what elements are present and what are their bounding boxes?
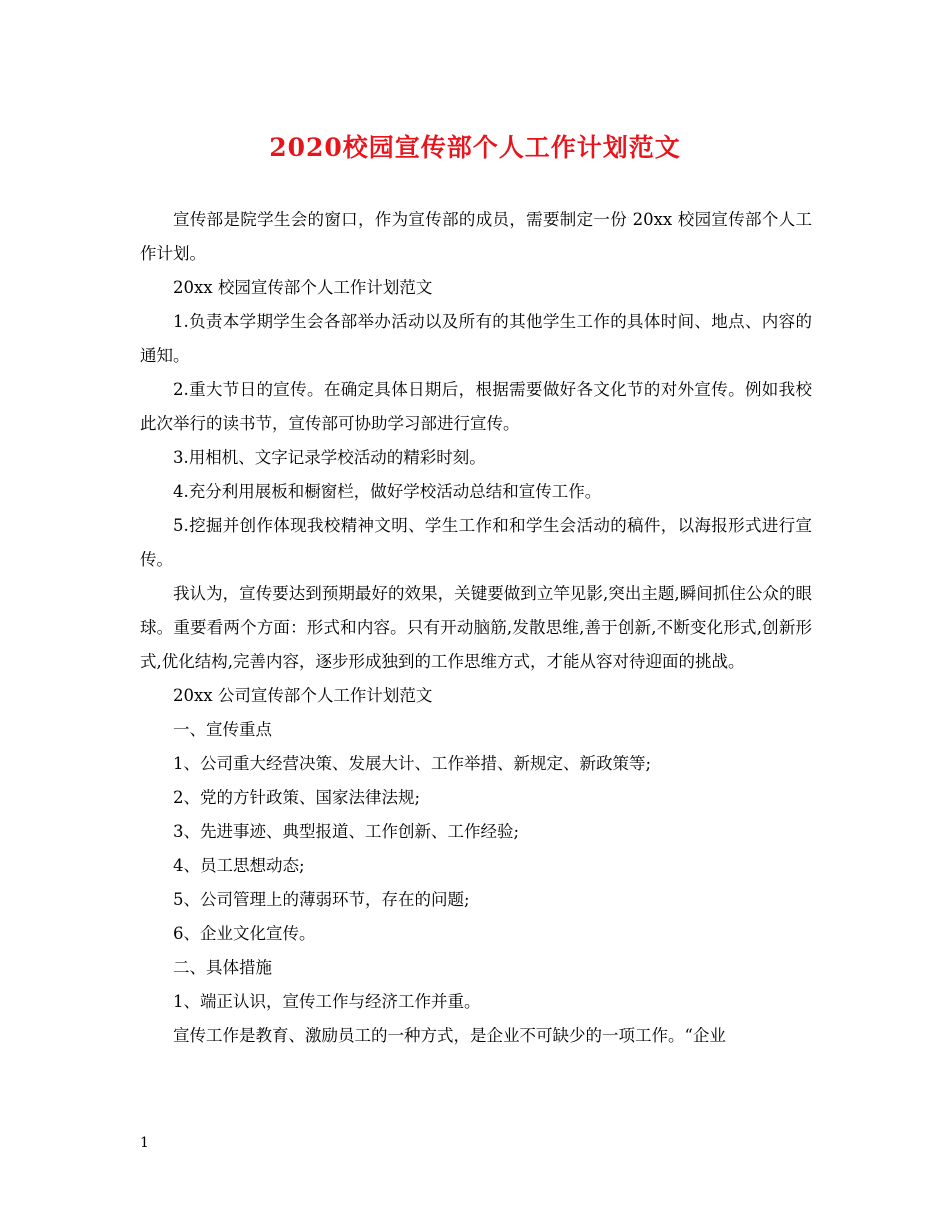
- paragraph: 宣传部是院学生会的窗口，作为宣传部的成员，需要制定一份 20xx 校园宣传部个人工作计划。: [140, 210, 812, 263]
- paragraph: 宣传工作是教育、激励员工的一种方式，是企业不可缺少的一项工作。“企业: [173, 1026, 726, 1045]
- paragraph: 一、宣传重点: [173, 720, 272, 739]
- paragraph: 2.重大节日的宣传。在确定具体日期后，根据需要做好各文化节的对外宣传。例如我校此次举行的读书节，宣传部可协助学习部进行宣传。: [140, 380, 812, 433]
- paragraph: 1.负责本学期学生会各部举办活动以及所有的其他学生工作的具体时间、地点、内容的通知。: [140, 312, 812, 365]
- paragraph: 二、具体措施: [173, 958, 272, 977]
- paragraph: 6、企业文化宣传。: [173, 924, 316, 943]
- paragraph: 5、公司管理上的薄弱环节，存在的问题;: [173, 890, 470, 909]
- paragraph: 1、端正认识，宣传工作与经济工作并重。: [173, 992, 481, 1011]
- document-body: [140, 203, 812, 1053]
- document-title: 2020校园宣传部个人工作计划范文: [269, 133, 681, 162]
- paragraph: 2、党的方针政策、国家法律法规;: [173, 788, 421, 807]
- paragraph: 4、员工思想动态;: [173, 856, 305, 875]
- paragraph: 20xx 校园宣传部个人工作计划范文: [173, 278, 433, 297]
- paragraph: 1、公司重大经营决策、发展大计、工作举措、新规定、新政策等;: [173, 754, 652, 773]
- paragraph: 20xx 公司宣传部个人工作计划范文: [173, 686, 433, 705]
- page-number: 1: [140, 1135, 149, 1151]
- paragraph: 4.充分利用展板和橱窗栏，做好学校活动总结和宣传工作。: [173, 482, 602, 501]
- paragraph: 5.挖掘并创作体现我校精神文明、学生工作和和学生会活动的稿件，以海报形式进行宣传。: [140, 516, 812, 569]
- paragraph: 3.用相机、文字记录学校活动的精彩时刻。: [173, 448, 486, 467]
- paragraph: 我认为，宣传要达到预期最好的效果，关键要做到立竿见影,突出主题,瞬间抓住公众的眼球。重要看两个方面：形式和内容。只有开动脑筋,发散思维,善于创新,不断变化形式,创新形式,优化结构,完善内容，逐步形成独到的工作思维方式，才能从容对待迎面的挑战。: [140, 584, 812, 671]
- paragraph: 3、先进事迹、典型报道、工作创新、工作经验;: [173, 822, 520, 841]
